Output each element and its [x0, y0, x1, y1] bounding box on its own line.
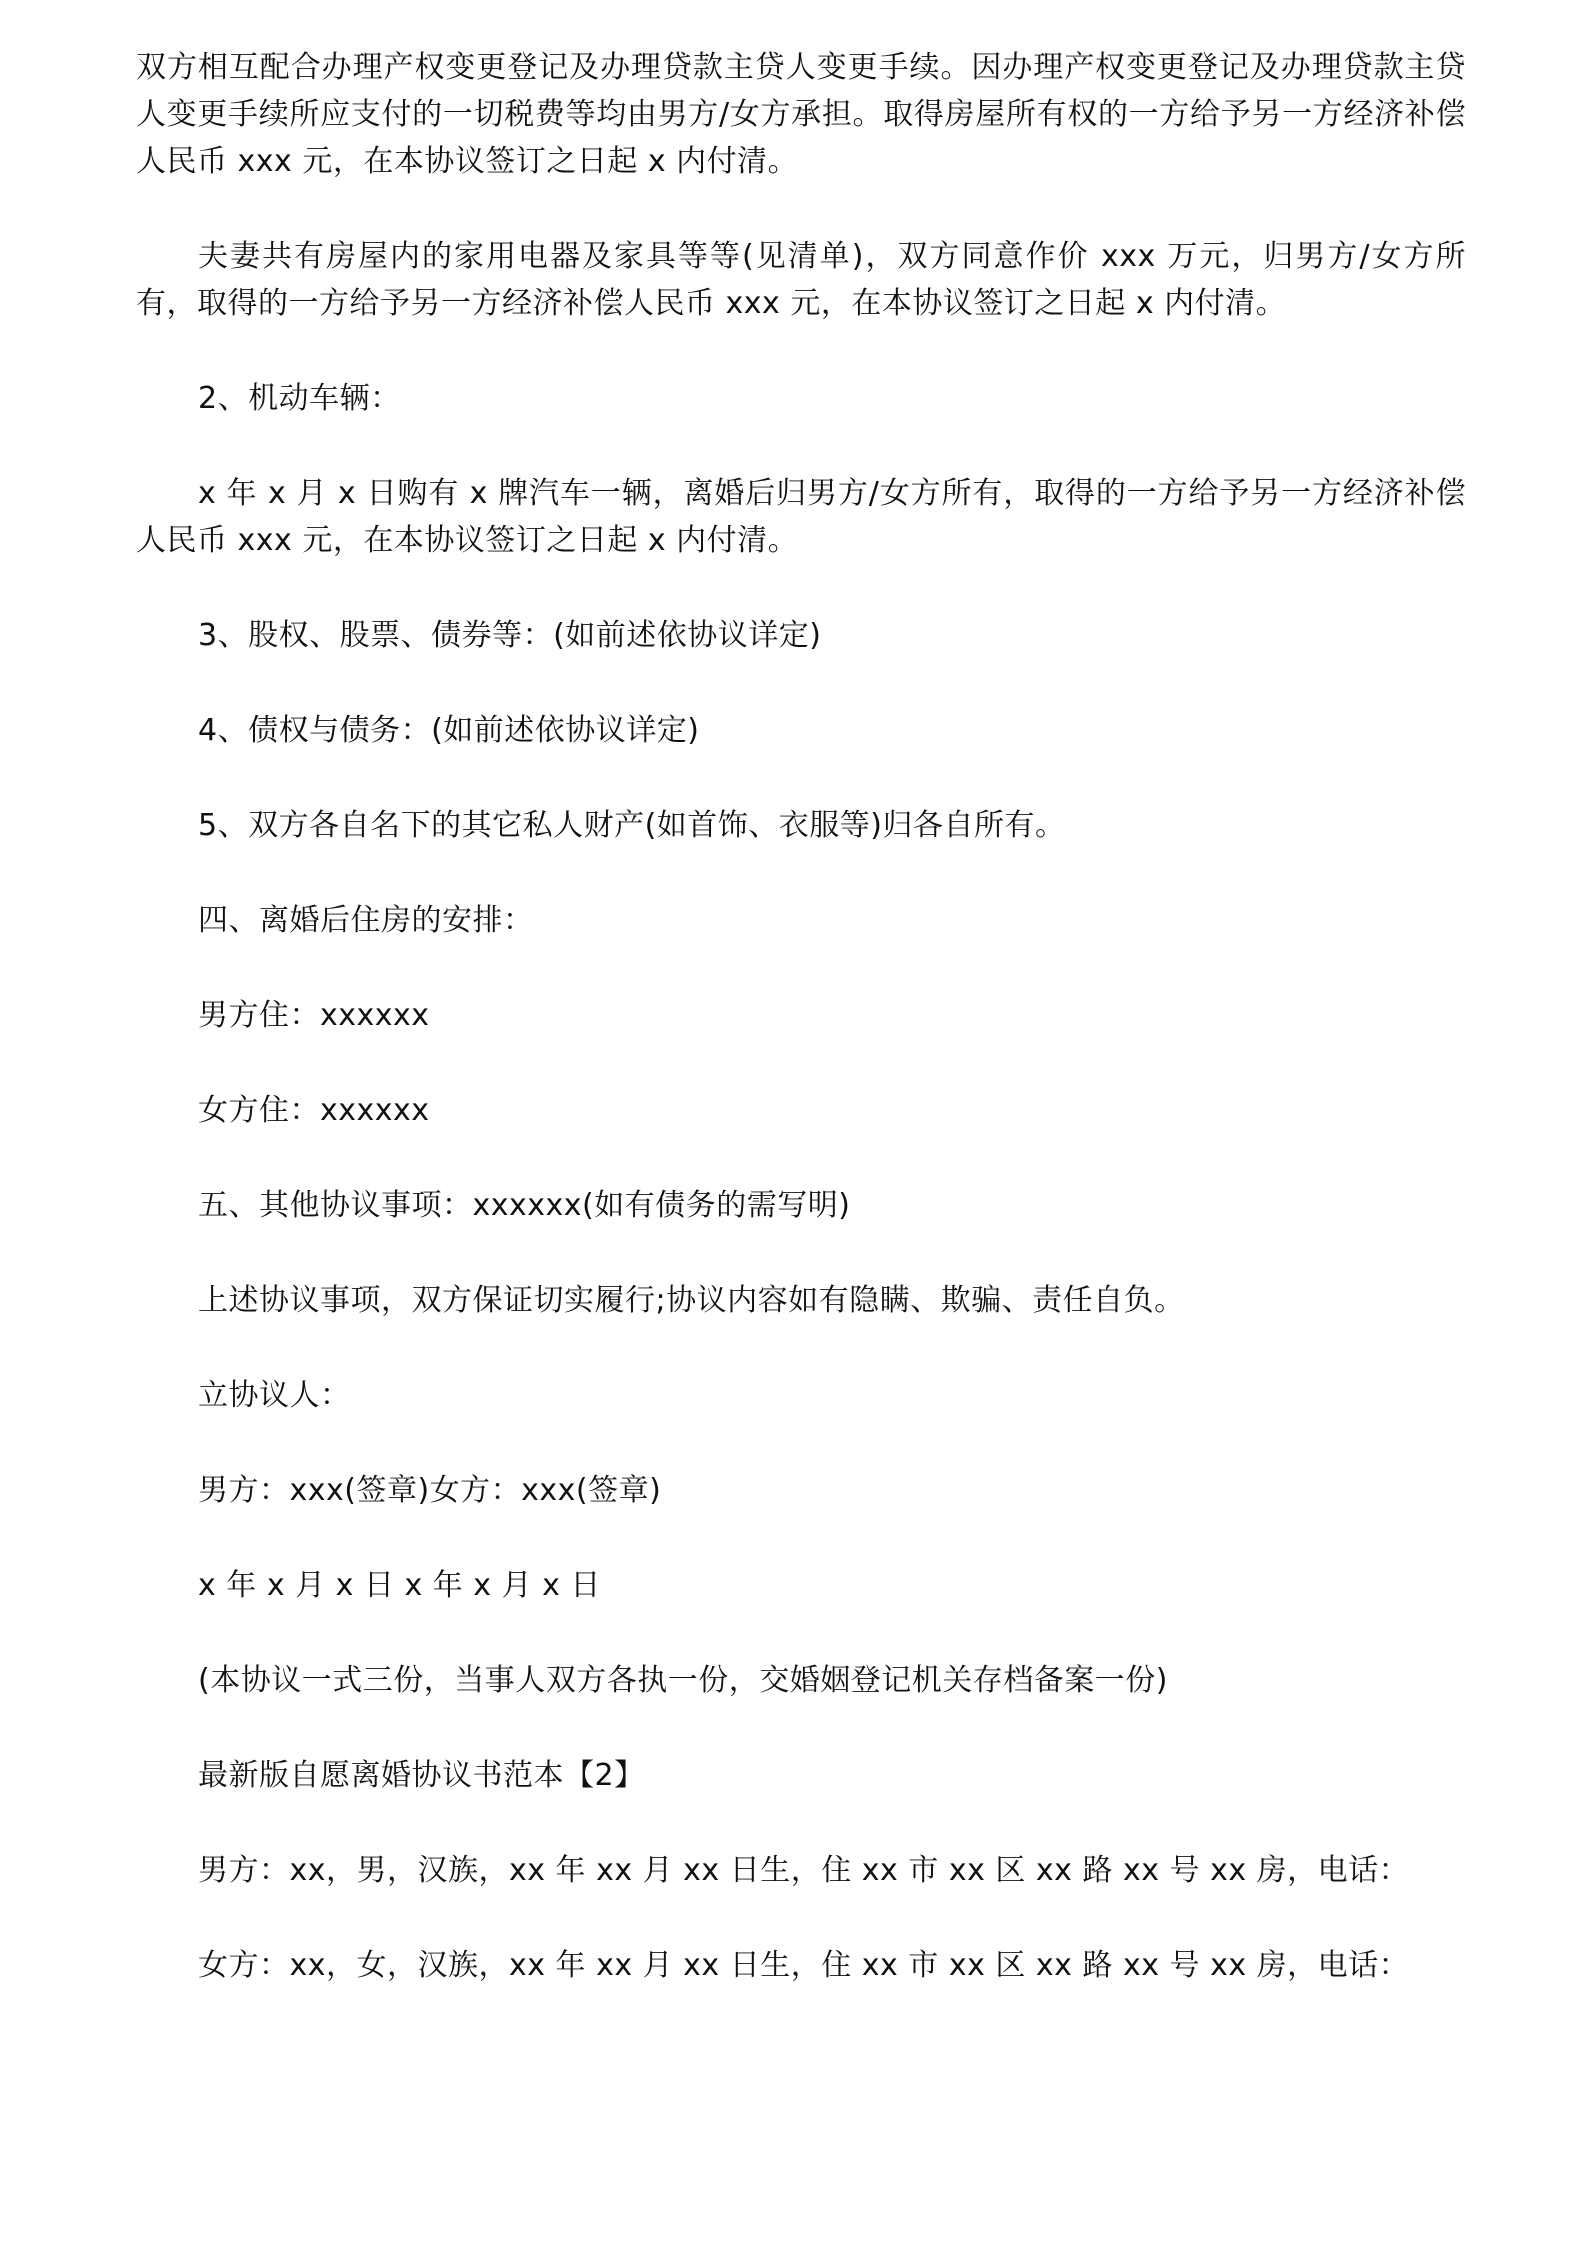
copies-note: (本协议一式三份，当事人双方各执一份，交婚姻登记机关存档备案一份) [198, 1663, 1168, 1698]
heading-vehicles: 2、机动车辆： [198, 381, 401, 416]
section-title-2: 最新版自愿离婚协议书范本【2】 [198, 1758, 645, 1793]
heading-private-property: 5、双方各自名下的其它私人财产(如首饰、衣服等)归各自所有。 [198, 808, 1066, 843]
heading-debts: 4、债权与债务：(如前述依协议详定) [198, 713, 700, 748]
signature-line: 男方：xxx(签章)女方：xxx(签章) [198, 1473, 662, 1508]
paragraph-guarantee: 上述协议事项，双方保证切实履行;协议内容如有隐瞒、欺骗、责任自负。 [198, 1283, 1185, 1318]
paragraph-vehicle-details: x 年 x 月 x 日购有 x 牌汽车一辆，离婚后归男方/女方所有，取得的一方给予另一方经济补偿人民币 xxx 元，在本协议签订之日起 x 内付清。 [136, 476, 1466, 558]
heading-other-matters: 五、其他协议事项：xxxxxx(如有债务的需写明) [198, 1188, 851, 1223]
signatories-label: 立协议人： [198, 1378, 351, 1413]
husband-info: 男方：xx，男，汉族，xx 年 xx 月 xx 日生，住 xx 市 xx 区 xx 路 xx 号 xx 房，电话： [198, 1853, 1410, 1888]
heading-housing-arrangement: 四、离婚后住房的安排： [198, 903, 534, 938]
date-line: x 年 x 月 x 日 x 年 x 月 x 日 [198, 1568, 601, 1603]
paragraph-household-items: 夫妻共有房屋内的家用电器及家具等等(见清单)，双方同意作价 xxx 万元，归男方/女方所有，取得的一方给予另一方经济补偿人民币 xxx 元，在本协议签订之日起 x 内付清。 [136, 239, 1466, 321]
paragraph-property-transfer: 双方相互配合办理产权变更登记及办理贷款主贷人变更手续。因办理产权变更登记及办理贷款主贷人变更手续所应支付的一切税费等均由男方/女方承担。取得房屋所有权的一方给予另一方经济补偿人民币 xxx 元，在本协议签订之日起 x 内付清。 [136, 50, 1466, 179]
wife-residence: 女方住：xxxxxx [198, 1093, 430, 1128]
heading-stocks-bonds: 3、股权、股票、债券等：(如前述依协议详定) [198, 618, 822, 653]
husband-residence: 男方住：xxxxxx [198, 998, 430, 1033]
wife-info: 女方：xx，女，汉族，xx 年 xx 月 xx 日生，住 xx 市 xx 区 xx 路 xx 号 xx 房，电话： [198, 1948, 1410, 1983]
